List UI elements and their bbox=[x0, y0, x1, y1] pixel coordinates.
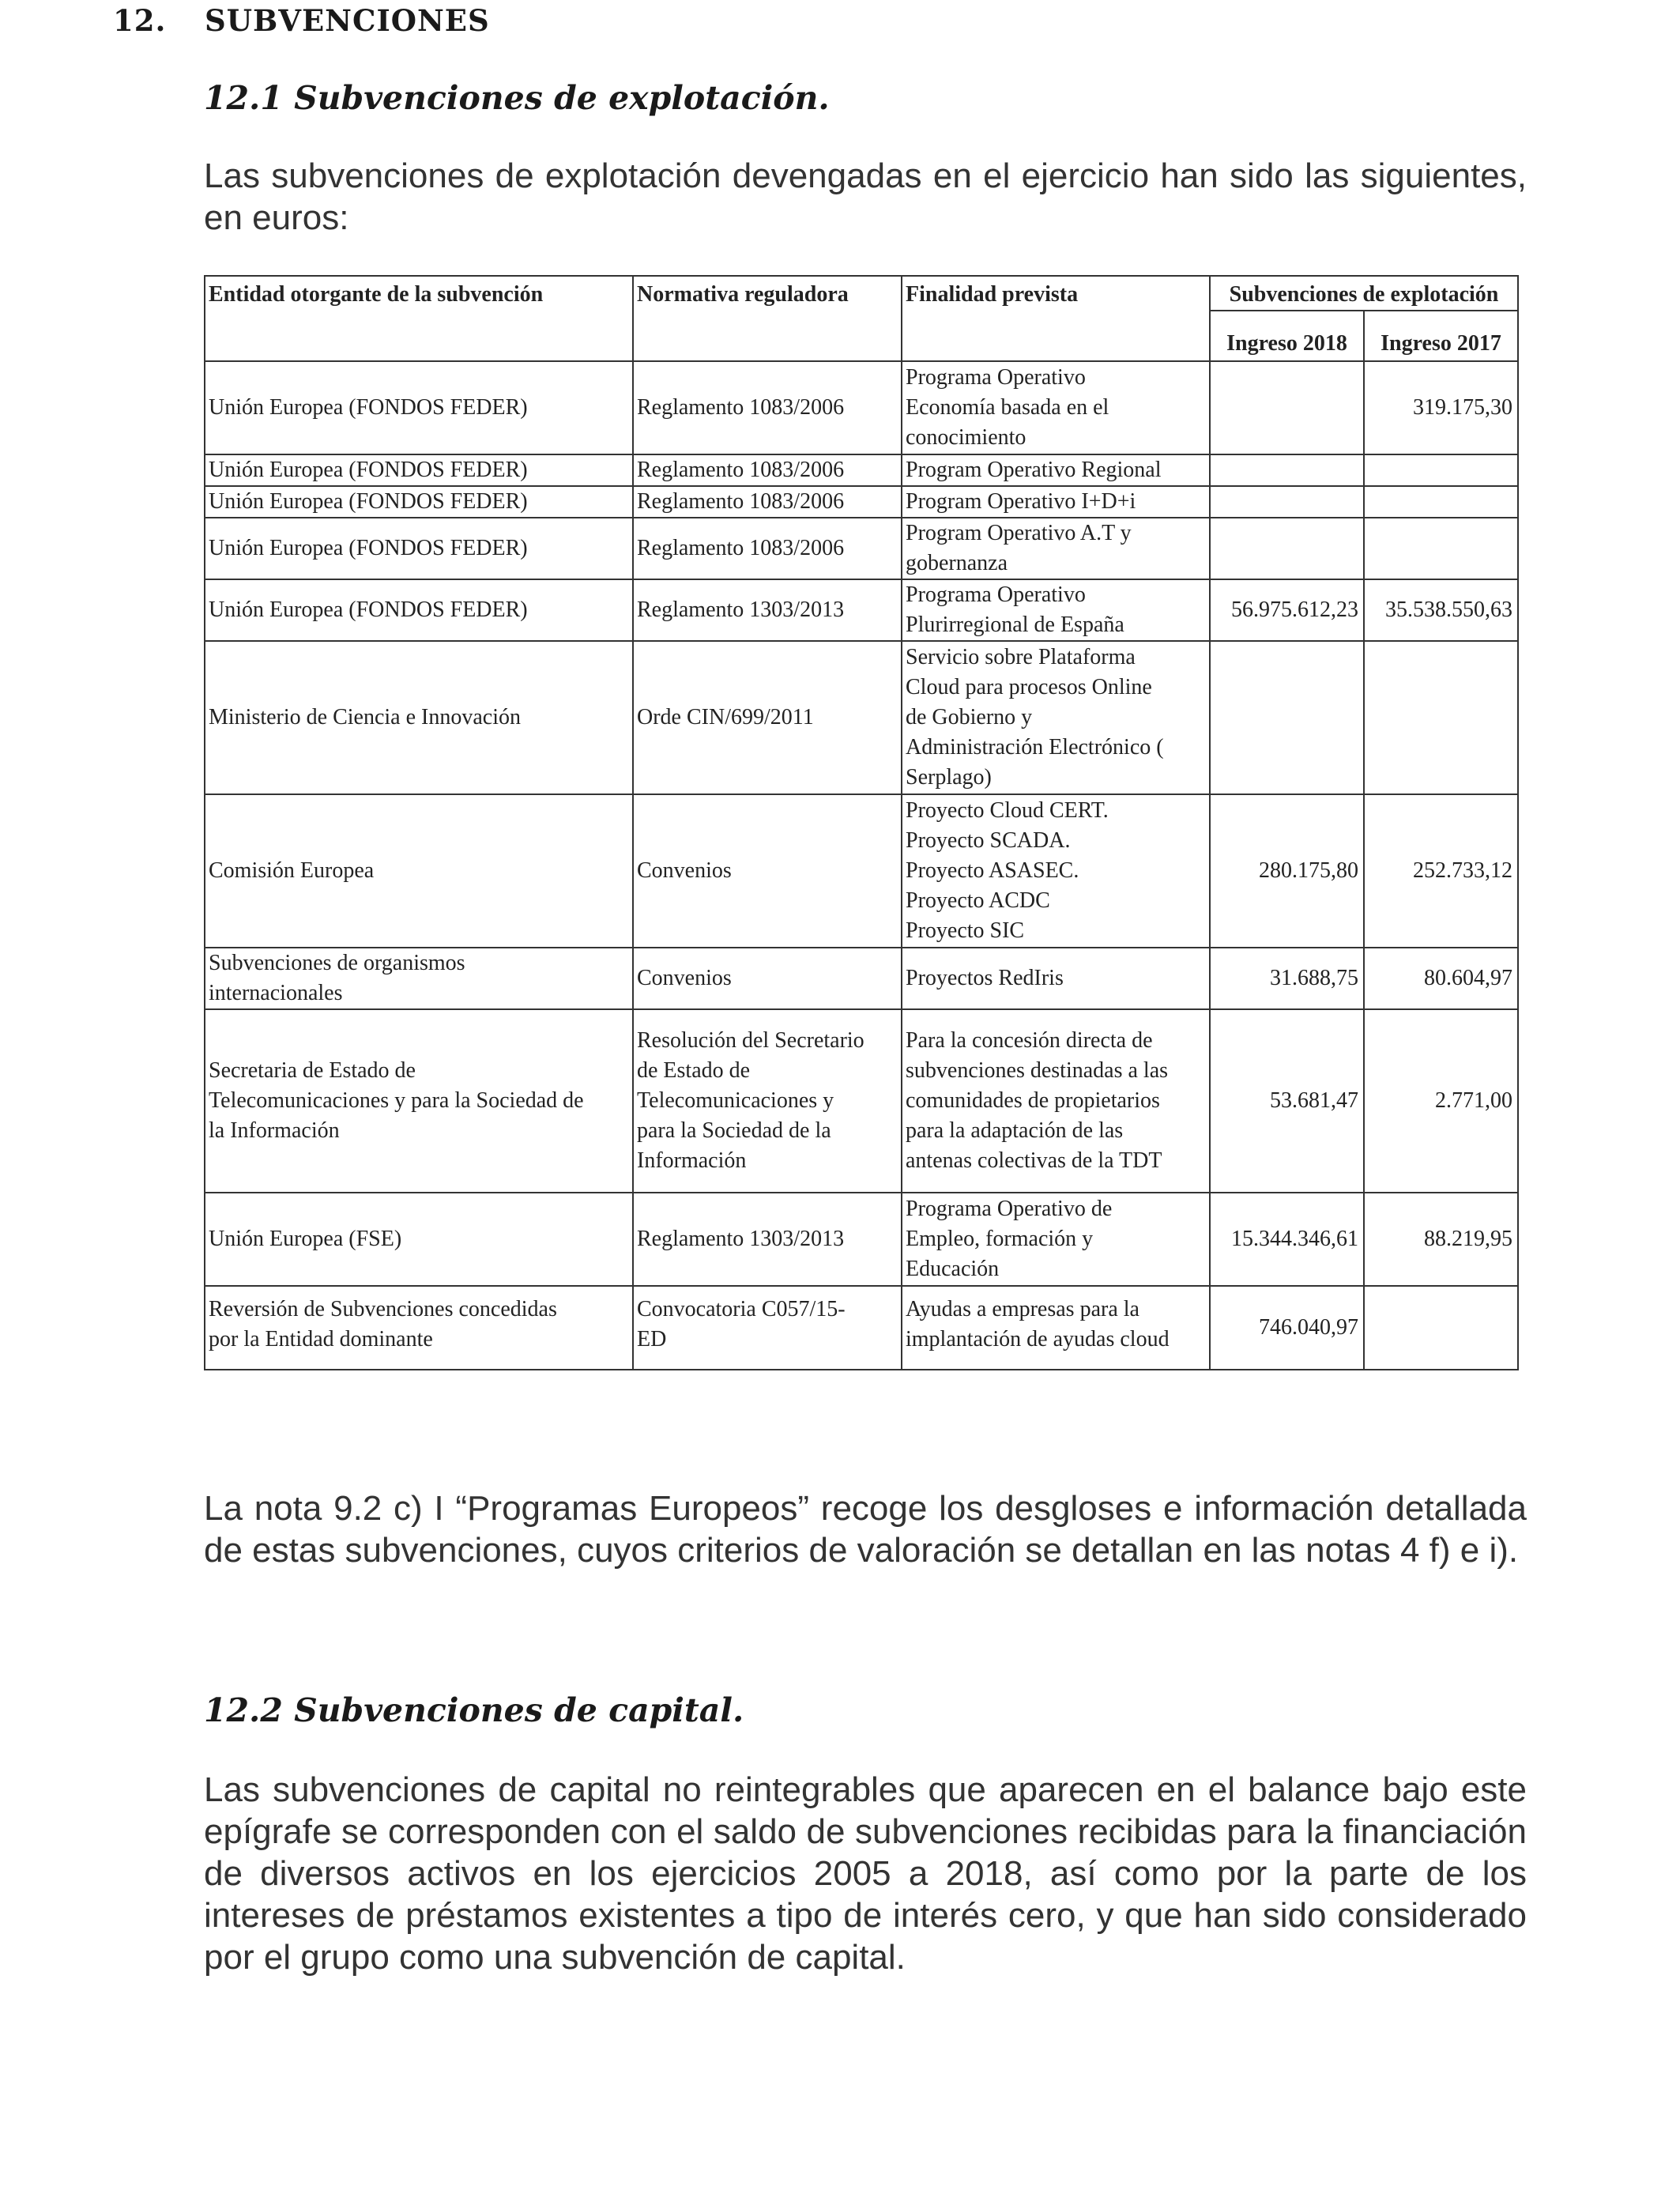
cell-2017: 80.604,97 bbox=[1364, 948, 1518, 1009]
cell-purpose: Program Operativo I+D+i bbox=[902, 486, 1210, 518]
subsection-heading-2: 12.2 Subvenciones de capital. bbox=[204, 1691, 744, 1729]
cell-entity: Unión Europea (FSE) bbox=[205, 1193, 633, 1286]
cell-2018 bbox=[1210, 361, 1364, 454]
cell-regulation: Resolución del Secretario de Estado de Telecomunicaciones y para la Sociedad de la Información bbox=[633, 1009, 902, 1193]
cell-entity: Reversión de Subvenciones concedidas por la Entidad dominante bbox=[205, 1286, 633, 1370]
cell-2017: 252.733,12 bbox=[1364, 794, 1518, 948]
cell-2018: 56.975.612,23 bbox=[1210, 579, 1364, 641]
cell-purpose: Programa Operativo Plurirregional de España bbox=[902, 579, 1210, 641]
cell-regulation: Reglamento 1303/2013 bbox=[633, 1193, 902, 1286]
cell-2018: 280.175,80 bbox=[1210, 794, 1364, 948]
cell-purpose: Servicio sobre Plataforma Cloud para procesos Online de Gobierno y Administración Electrónico ( Serplago) bbox=[902, 641, 1210, 794]
table-row bbox=[205, 1286, 1518, 1370]
note-paragraph: La nota 9.2 c) I “Programas Europeos” recoge los desgloses e información detallada de estas subvenciones, cuyos criterios de valoración se detallan en las notas 4 f) e i). bbox=[204, 1489, 1527, 1570]
cell-regulation: Reglamento 1083/2006 bbox=[633, 454, 902, 486]
section-heading bbox=[113, 3, 666, 40]
table-row bbox=[205, 948, 1518, 1009]
header-group: Subvenciones de explotación bbox=[1210, 276, 1518, 311]
cell-entity: Subvenciones de organismos internacionales bbox=[205, 948, 633, 1009]
cell-2018: 53.681,47 bbox=[1210, 1009, 1364, 1193]
cell-purpose: Ayudas a empresas para la implantación de ayudas cloud bbox=[902, 1286, 1210, 1370]
cell-2017 bbox=[1364, 518, 1518, 579]
header-regulation: Normativa reguladora bbox=[633, 276, 902, 361]
cell-regulation: Convocatoria C057/15- ED bbox=[633, 1286, 902, 1370]
cell-2018 bbox=[1210, 454, 1364, 486]
cell-purpose: Proyecto Cloud CERT. Proyecto SCADA. Proyecto ASASEC. Proyecto ACDC Proyecto SIC bbox=[902, 794, 1210, 948]
table-row bbox=[205, 454, 1518, 486]
cell-2017: 2.771,00 bbox=[1364, 1009, 1518, 1193]
cell-regulation: Orde CIN/699/2011 bbox=[633, 641, 902, 794]
cell-entity: Ministerio de Ciencia e Innovación bbox=[205, 641, 633, 794]
header-purpose: Finalidad prevista bbox=[902, 276, 1210, 361]
cell-entity: Unión Europea (FONDOS FEDER) bbox=[205, 486, 633, 518]
cell-2018: 15.344.346,61 bbox=[1210, 1193, 1364, 1286]
intro-paragraph: Las subvenciones de explotación devengadas en el ejercicio han sido las siguientes, en euros: bbox=[204, 156, 1527, 237]
table-row bbox=[205, 361, 1518, 454]
cell-purpose: Proyectos RedIris bbox=[902, 948, 1210, 1009]
header-2017: Ingreso 2017 bbox=[1364, 311, 1518, 361]
cell-regulation: Reglamento 1083/2006 bbox=[633, 361, 902, 454]
cell-2018: 746.040,97 bbox=[1210, 1286, 1364, 1370]
cell-purpose: Para la concesión directa de subvenciones destinadas a las comunidades de propietarios para la adaptación de las antenas colectivas de la TDT bbox=[902, 1009, 1210, 1193]
cell-2018: 31.688,75 bbox=[1210, 948, 1364, 1009]
cell-regulation: Reglamento 1083/2006 bbox=[633, 518, 902, 579]
cell-2018 bbox=[1210, 486, 1364, 518]
cell-purpose: Program Operativo Regional bbox=[902, 454, 1210, 486]
cell-regulation: Convenios bbox=[633, 948, 902, 1009]
cell-2017: 319.175,30 bbox=[1364, 361, 1518, 454]
table-row bbox=[205, 518, 1518, 579]
table-row bbox=[205, 579, 1518, 641]
cell-entity: Unión Europea (FONDOS FEDER) bbox=[205, 361, 633, 454]
section-number: 12. bbox=[113, 3, 167, 38]
cell-entity: Unión Europea (FONDOS FEDER) bbox=[205, 518, 633, 579]
capital-paragraph: Las subvenciones de capital no reintegrables que aparecen en el balance bajo este epígrafe se corresponden con el saldo de subvenciones recibidas para la financiación de diversos activos en los ejercicios 2005 a 2018, así como por la parte de los intereses de préstamos existentes a tipo de interés cero, y que han sido considerado por el grupo como una subvención de capital. bbox=[204, 1770, 1527, 1977]
cell-purpose: Programa Operativo Economía basada en el conocimiento bbox=[902, 361, 1210, 454]
cell-purpose: Program Operativo A.T y gobernanza bbox=[902, 518, 1210, 579]
table-row bbox=[205, 1009, 1518, 1193]
table-row bbox=[205, 641, 1518, 794]
cell-2018 bbox=[1210, 518, 1364, 579]
section-title: SUBVENCIONES bbox=[205, 3, 490, 38]
cell-2017: 88.219,95 bbox=[1364, 1193, 1518, 1286]
subsidies-table bbox=[204, 275, 1519, 1370]
cell-regulation: Reglamento 1303/2013 bbox=[633, 579, 902, 641]
table-header-row bbox=[205, 276, 1518, 311]
table-row bbox=[205, 1193, 1518, 1286]
table-row bbox=[205, 794, 1518, 948]
cell-2017 bbox=[1364, 454, 1518, 486]
cell-regulation: Convenios bbox=[633, 794, 902, 948]
cell-regulation: Reglamento 1083/2006 bbox=[633, 486, 902, 518]
cell-2017: 35.538.550,63 bbox=[1364, 579, 1518, 641]
subsection-heading-1: 12.1 Subvenciones de explotación. bbox=[204, 79, 830, 117]
cell-entity: Comisión Europea bbox=[205, 794, 633, 948]
cell-entity: Unión Europea (FONDOS FEDER) bbox=[205, 579, 633, 641]
header-2018: Ingreso 2018 bbox=[1210, 311, 1364, 361]
cell-2017 bbox=[1364, 641, 1518, 794]
cell-2017 bbox=[1364, 1286, 1518, 1370]
cell-2017 bbox=[1364, 486, 1518, 518]
cell-entity: Unión Europea (FONDOS FEDER) bbox=[205, 454, 633, 486]
cell-2018 bbox=[1210, 641, 1364, 794]
cell-entity: Secretaria de Estado de Telecomunicaciones y para la Sociedad de la Información bbox=[205, 1009, 633, 1193]
cell-purpose: Programa Operativo de Empleo, formación y Educación bbox=[902, 1193, 1210, 1286]
header-entity: Entidad otorgante de la subvención bbox=[205, 276, 633, 361]
table-row bbox=[205, 486, 1518, 518]
